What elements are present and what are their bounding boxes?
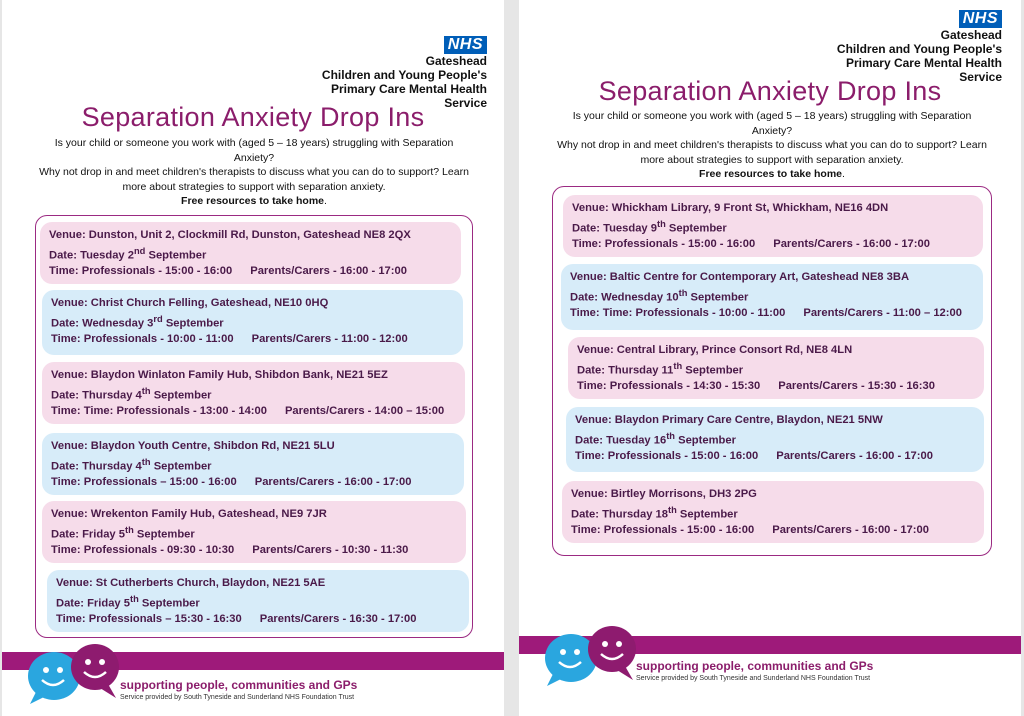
session-time (51, 404, 456, 420)
session-date-text: Date: Thursday 4 (51, 460, 142, 473)
speech-bubbles-icon (541, 622, 639, 688)
session-venue: Venue: Blaydon Winlaton Family Hub, Shibdon Bank, NE21 5EZ (51, 369, 388, 381)
nhs-logo: NHS (959, 10, 1002, 28)
intro-free-resources (16, 194, 492, 209)
session-time-professionals: Time: Professionals – 15:00 - 16:00 (51, 475, 237, 488)
session-time-parents-carers: Parents/Carers - 15:30 - 16:30 (778, 379, 935, 392)
session-date-suffix: th (668, 504, 677, 515)
session-date-month: September (162, 317, 224, 330)
session-date-suffix: th (141, 385, 151, 396)
intro-question-2: Why not drop in and meet children's therapists to discuss what you can do to support? Learn (39, 166, 469, 178)
session-date-month: September (675, 434, 736, 447)
session-date-suffix: th (656, 218, 666, 229)
session-time (51, 475, 455, 491)
intro-free-resources (533, 167, 1011, 182)
org-header (302, 36, 487, 110)
session-date-suffix: th (125, 524, 134, 535)
session-date-month: September (138, 597, 200, 610)
session-date-month: September (133, 528, 195, 541)
session-date-text: Date: Friday 5 (51, 528, 125, 541)
session-time (51, 543, 457, 559)
session-venue: Venue: Christ Church Felling, Gateshead, NE10 0HQ (51, 297, 329, 309)
session-venue: Venue: Birtley Morrisons, DH3 2PG (571, 488, 757, 500)
session-time (49, 264, 452, 280)
session-time-parents-carers: Parents/Carers - 16:00 - 17:00 (776, 449, 933, 462)
intro-text (533, 109, 1011, 182)
session-time (56, 612, 460, 628)
session-time (572, 237, 974, 253)
session-card (566, 407, 984, 472)
session-date-month: September (687, 291, 749, 304)
session-date-suffix: th (678, 287, 688, 298)
intro-question-1-cont: Anxiety? (233, 151, 275, 164)
session-time-professionals: Time: Professionals - 15:00 - 16:00 (571, 523, 755, 536)
session-time-professionals: Time: Professionals - 14:30 - 15:30 (577, 379, 761, 392)
session-time-professionals: Time: Time: Professionals - 13:00 - 14:00 (51, 404, 267, 417)
session-time-parents-carers: Parents/Carers - 16:00 - 17:00 (772, 523, 929, 536)
session-date-suffix: th (130, 593, 139, 604)
footer-tagline: supporting people, communities and GPs (120, 678, 358, 692)
session-date-text: Date: Wednesday 3 (51, 317, 154, 330)
session-time (571, 523, 975, 539)
session-venue: Venue: Whickham Library, 9 Front St, Whickham, NE16 4DN (572, 202, 889, 214)
session-card (562, 481, 984, 543)
session-date (571, 503, 975, 523)
session-date (570, 286, 974, 306)
session-date-month: September (676, 508, 738, 521)
session-card (47, 570, 469, 632)
session-date-text: Date: Thursday 4 (51, 389, 142, 402)
session-date (572, 217, 974, 237)
session-date (49, 244, 452, 264)
intro-question-1: Is your child or someone you work with (aged 5 – 18 years) struggling with Separation (572, 110, 972, 122)
session-time-professionals: Time: Professionals - 10:00 - 11:00 (51, 332, 234, 345)
session-venue: Venue: Dunston, Unit 2, Clockmill Rd, Dunston, Gateshead NE8 2QX (49, 229, 411, 241)
org-name-line1: Gateshead (940, 28, 1002, 42)
org-name-line1: Gateshead (425, 54, 487, 68)
session-time-parents-carers: Parents/Carers - 14:00 – 15:00 (284, 404, 445, 417)
session-date-text: Date: Thursday 18 (571, 508, 668, 521)
free-resources-label: Free resources to take home (699, 168, 843, 180)
session-time (575, 449, 975, 465)
session-date-suffix: rd (153, 313, 163, 324)
session-time-parents-carers: Parents/Carers - 10:30 - 11:30 (252, 543, 409, 556)
intro-question-1: Is your child or someone you work with (aged 5 – 18 years) struggling with Separation (54, 137, 454, 149)
session-time-professionals: Time: Professionals - 15:00 - 16:00 (49, 264, 233, 277)
session-date-suffix: th (673, 360, 683, 371)
session-venue: Venue: Baltic Centre for Contemporary Art, Gateshead NE8 3BA (570, 271, 910, 283)
session-card (40, 222, 461, 284)
intro-question-2: Why not drop in and meet children's therapists to discuss what you can do to support? Learn (557, 139, 987, 151)
session-date-month: September (682, 364, 744, 377)
session-time-professionals: Time: Professionals - 15:00 - 16:00 (572, 237, 756, 250)
session-date (51, 312, 454, 332)
session-date-text: Date: Wednesday 10 (570, 291, 679, 304)
org-name-line3: Primary Care Mental Health Service (845, 56, 1002, 84)
session-time-parents-carers: Parents/Carers - 11:00 – 12:00 (803, 306, 962, 319)
free-resources-suffix: . (842, 168, 845, 180)
session-card (42, 501, 466, 563)
session-venue: Venue: Blaydon Youth Centre, Shibdon Rd, NE21 5LU (51, 440, 335, 452)
session-date-text: Date: Thursday 11 (577, 364, 674, 377)
session-time (577, 379, 975, 395)
session-date-text: Date: Tuesday 9 (572, 222, 657, 235)
org-header (819, 10, 1002, 84)
session-time (570, 306, 974, 322)
session-date (577, 359, 975, 379)
intro-question-2-cont: more about strategies to support with separation anxiety. (640, 153, 904, 166)
session-time-parents-carers: Parents/Carers - 11:00 - 12:00 (251, 332, 408, 345)
footer-provider: Service provided by South Tyneside and Sunderland NHS Foundation Trust (636, 675, 871, 682)
session-date-month: September (150, 460, 212, 473)
session-date-text: Date: Tuesday 2 (49, 249, 134, 262)
footer-provider: Service provided by South Tyneside and Sunderland NHS Foundation Trust (120, 694, 355, 701)
speech-bubbles-icon (24, 640, 122, 706)
session-card (568, 337, 984, 399)
session-time-parents-carers: Parents/Carers - 16:00 - 17:00 (773, 237, 930, 250)
session-venue: Venue: Wrekenton Family Hub, Gateshead, NE9 7JR (51, 508, 327, 520)
session-date-month: September (145, 249, 207, 262)
session-card (42, 433, 464, 495)
session-time (51, 332, 454, 348)
nhs-logo: NHS (444, 36, 487, 54)
page-title: Separation Anxiety Drop Ins (81, 102, 425, 132)
org-name-line3: Primary Care Mental Health Service (330, 82, 487, 110)
session-date-suffix: th (666, 430, 676, 441)
session-date (51, 455, 455, 475)
session-date-month: September (665, 222, 727, 235)
footer-tagline: supporting people, communities and GPs (636, 659, 874, 673)
flyer-page-left (2, 0, 504, 716)
session-card (42, 362, 465, 424)
session-date (51, 384, 456, 404)
session-time-parents-carers: Parents/Carers - 16:00 - 17:00 (254, 475, 412, 488)
intro-question-2-cont: more about strategies to support with separation anxiety. (122, 180, 386, 193)
session-time-professionals: Time: Professionals - 09:30 - 10:30 (51, 543, 235, 556)
org-name-line2: Children and Young People's (836, 42, 1002, 56)
session-card (561, 264, 983, 330)
free-resources-suffix: . (324, 195, 327, 207)
page-title: Separation Anxiety Drop Ins (598, 76, 942, 106)
session-date (51, 523, 457, 543)
free-resources-label: Free resources to take home (181, 195, 325, 207)
session-date (575, 429, 975, 449)
session-card (563, 195, 983, 257)
session-card (42, 290, 463, 355)
session-date-month: September (150, 389, 212, 402)
flyer-page-right (519, 0, 1021, 716)
session-time-parents-carers: Parents/Carers - 16:00 - 17:00 (250, 264, 407, 277)
session-date-suffix: nd (133, 245, 146, 256)
intro-text (16, 136, 492, 209)
session-date-suffix: th (141, 456, 151, 467)
session-date-text: Date: Friday 5 (56, 597, 130, 610)
session-time-professionals: Time: Professionals - 15:00 - 16:00 (575, 449, 759, 462)
session-date-text: Date: Tuesday 16 (575, 434, 667, 447)
session-time-professionals: Time: Time: Professionals - 10:00 - 11:00 (570, 306, 786, 319)
session-venue: Venue: St Cutherberts Church, Blaydon, NE21 5AE (56, 577, 326, 589)
org-name-line2: Children and Young People's (321, 68, 487, 82)
session-date (56, 592, 460, 612)
session-venue: Venue: Blaydon Primary Care Centre, Blaydon, NE21 5NW (575, 414, 883, 426)
session-time-professionals: Time: Professionals – 15:30 - 16:30 (56, 612, 242, 625)
intro-question-1-cont: Anxiety? (751, 124, 793, 137)
session-time-parents-carers: Parents/Carers - 16:30 - 17:00 (259, 612, 417, 625)
session-venue: Venue: Central Library, Prince Consort Rd, NE8 4LN (577, 344, 853, 356)
